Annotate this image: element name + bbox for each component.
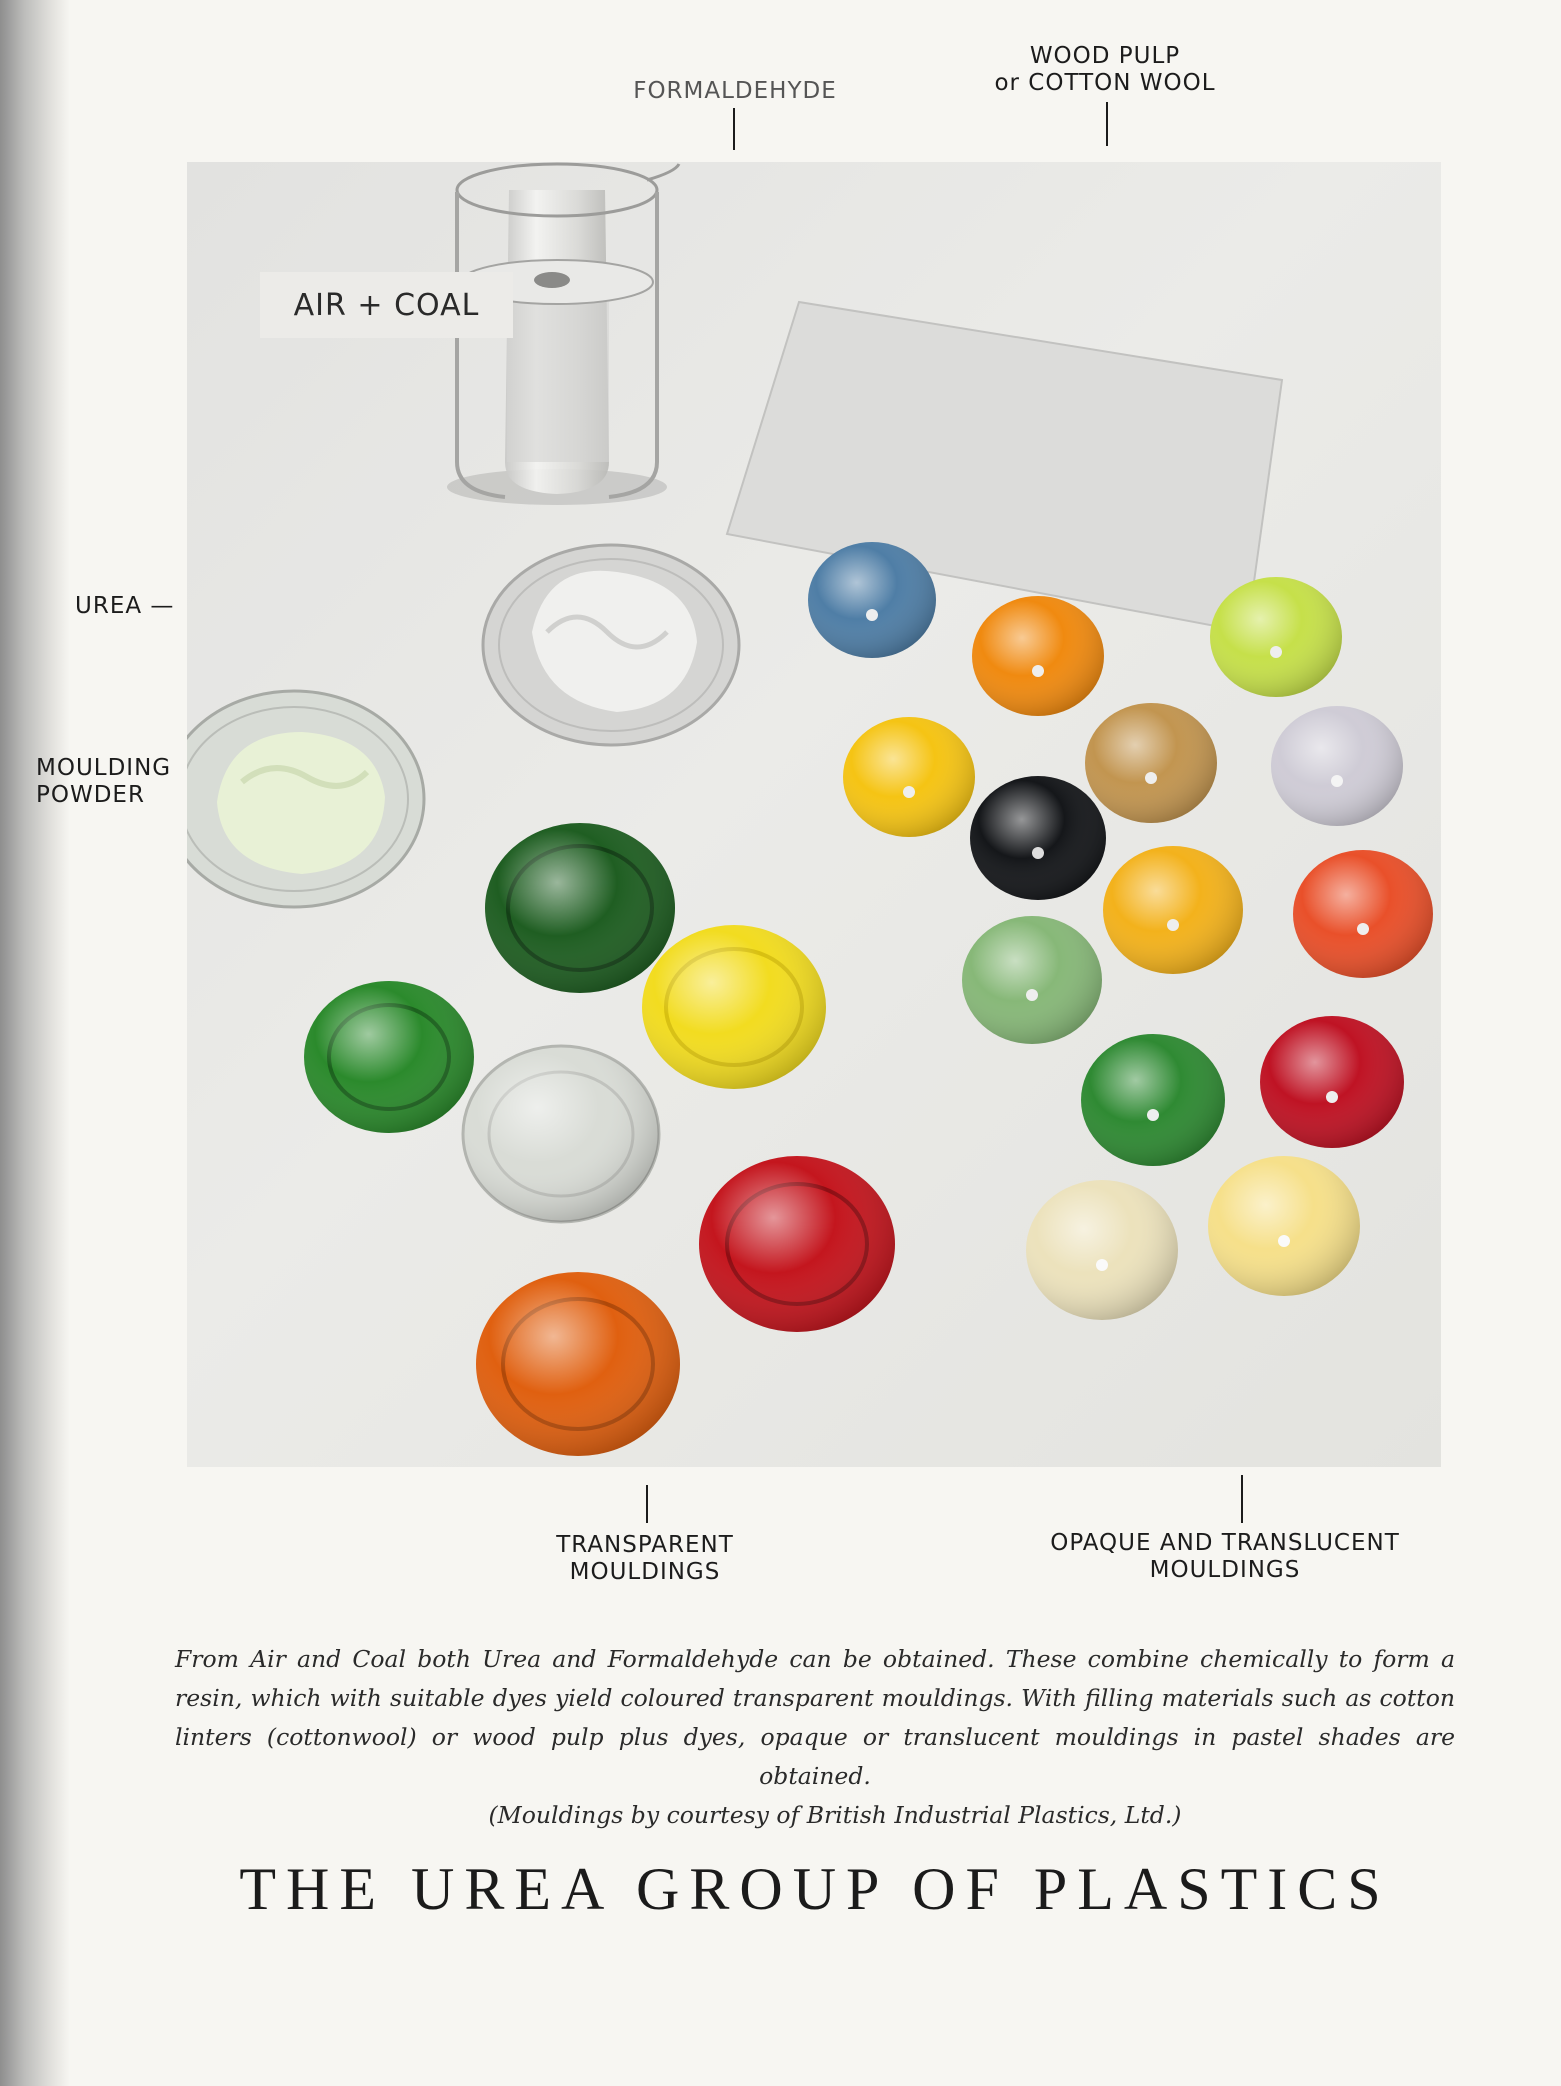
opaque-dish <box>970 776 1106 900</box>
tick-formaldehyde <box>733 108 735 150</box>
opaque-dish <box>972 596 1104 716</box>
label-urea: UREA — <box>75 593 175 619</box>
photograph <box>187 162 1441 1467</box>
caption <box>175 1640 1455 1835</box>
opaque-dish <box>1271 706 1403 826</box>
label-transparent-line1: TRANSPARENT <box>556 1532 734 1558</box>
label-wood-pulp <box>935 43 1275 97</box>
transparent-dish <box>699 1156 895 1332</box>
opaque-dish <box>1026 1180 1178 1320</box>
label-opaque-line1: OPAQUE AND TRANSLUCENT <box>1050 1530 1400 1556</box>
transparent-dish <box>642 925 826 1089</box>
opaque-dish <box>962 916 1102 1044</box>
opaque-dish <box>1103 846 1243 974</box>
opaque-dish <box>843 717 975 837</box>
air-coal-label-card <box>260 272 513 338</box>
page-title: THE UREA GROUP OF PLASTICS <box>239 1856 1391 1922</box>
label-wood-pulp-line2: or COTTON WOOL <box>994 70 1216 96</box>
tick-opaque <box>1241 1475 1243 1523</box>
label-wood-pulp-line1: WOOD PULP <box>1029 43 1181 69</box>
label-transparent <box>500 1532 790 1586</box>
binding-shadow <box>0 0 70 2086</box>
paper-sheet <box>727 302 1282 632</box>
opaque-dish <box>1210 577 1342 697</box>
caption-credit: (Mouldings by courtesy of British Industrial Plastics, Ltd.) <box>488 1801 1182 1829</box>
label-opaque <box>1025 1530 1425 1584</box>
transparent-dish <box>304 981 474 1133</box>
label-transparent-line2: MOULDINGS <box>569 1559 721 1585</box>
urea-dish <box>483 545 739 745</box>
transparent-dish <box>476 1272 680 1456</box>
opaque-dish <box>1085 703 1217 823</box>
air-coal-label: AIR + COAL <box>293 287 480 323</box>
photo-illustration <box>187 162 1441 1467</box>
opaque-dish <box>1208 1156 1360 1296</box>
label-moulding-line2: POWDER <box>36 782 145 808</box>
label-opaque-line2: MOULDINGS <box>1149 1557 1301 1583</box>
label-formaldehyde: FORMALDEHYDE <box>633 78 837 104</box>
transparent-dish <box>463 1046 659 1222</box>
transparent-dish <box>485 823 675 993</box>
opaque-mouldings <box>808 542 1433 1320</box>
caption-text: From Air and Coal both Urea and Formaldehyde can be obtained. These combine chemically to form a resin, which with suitable dyes yield coloured transparent mouldings. With filling materials such as cotton linters (cottonwool) or wood pulp plus dyes, opaque or translucent mouldings in pastel shades are obtained. <box>175 1645 1455 1790</box>
label-moulding-powder <box>36 755 171 809</box>
transparent-mouldings <box>304 823 895 1456</box>
moulding-powder-dish <box>187 691 424 907</box>
tick-transparent <box>646 1485 648 1523</box>
opaque-dish <box>1081 1034 1225 1166</box>
label-moulding-line1: MOULDING <box>36 755 172 781</box>
opaque-dish <box>1293 850 1433 978</box>
opaque-dish <box>808 542 936 658</box>
tick-wood-pulp <box>1106 102 1108 146</box>
opaque-dish <box>1260 1016 1404 1148</box>
